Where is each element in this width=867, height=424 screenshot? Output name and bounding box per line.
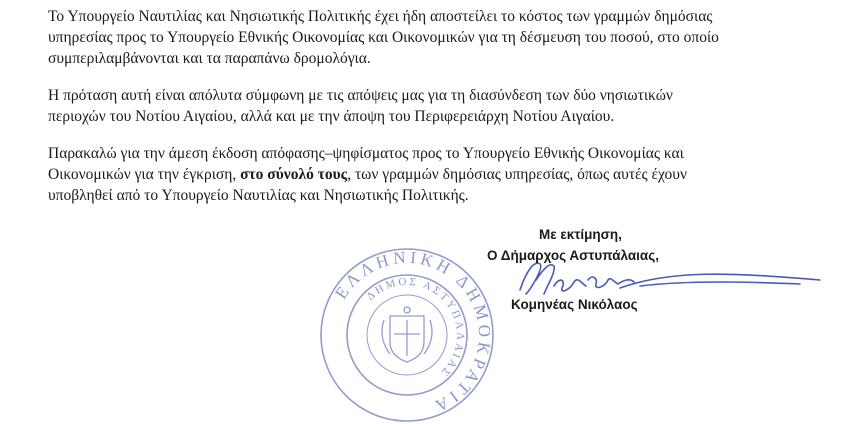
paragraph-3	[48, 143, 848, 206]
paragraph-1	[48, 6, 848, 69]
municipal-seal	[318, 246, 496, 424]
emphasis-text: στο σύνολό τους	[240, 166, 348, 183]
coat-of-arms-icon	[382, 307, 432, 362]
text-line: Το Υπουργείο Ναυτιλίας και Νησιωτικής Πολιτικής έχει ήδη αποστείλει το κόστος των γραμμών δημόσιας	[48, 8, 713, 25]
paragraph-2	[48, 85, 848, 127]
text-line: Η πρόταση αυτή είναι απόλυτα σύμφωνη με τις απόψεις μας για τη διασύνδεση των δύο νησιωτικών	[48, 87, 673, 104]
text-line: υποβληθεί από το Υπουργείο Ναυτιλίας και Νησιωτικής Πολιτικής.	[48, 187, 469, 204]
text-segment: Οικονομικών για την έγκριση,	[48, 166, 241, 183]
text-line: υπηρεσίας προς το Υπουργείο Εθνικής Οικονομίας και Οικονομικών για τη δέσμευση του ποσού, στο οποίο	[48, 29, 719, 46]
text-line: συμπεριλαμβάνονται και τα παραπάνω δρομολόγια.	[48, 50, 371, 67]
text-line	[48, 164, 848, 185]
signatory-name: Κομηνέας Νικόλαος	[511, 297, 638, 312]
closing-greeting: Με εκτίμηση,	[539, 227, 622, 242]
seal-outer-text: ΕΛΛΗΝΙΚΗ ΔΗΜΟΚΡΑΤΙΑ	[331, 247, 495, 418]
seal-inner-text: ΔΗΜΟΣ ΑΣΤΥΠΑΛΑΙΑΣ	[364, 275, 467, 380]
text-line: Παρακαλώ για την άμεση έκδοση απόφασης–ψηφίσματος προς το Υπουργείο Εθνικής Οικονομίας και	[48, 145, 684, 162]
text-line: περιοχών του Νοτίου Αιγαίου, αλλά και με την άποψη του Περιφερειάρχη Νοτίου Αιγαίου.	[48, 108, 615, 125]
text-segment: , των γραμμών δημόσιας υπηρεσίας, όπως αυτές έχουν	[347, 166, 687, 183]
svg-text:ΕΛΛΗΝΙΚΗ ΔΗΜΟΚΡΑΤΙΑ	[331, 248, 494, 417]
signatory-title: Ο Δήμαρχος Αστυπάλαιας,	[487, 248, 659, 263]
